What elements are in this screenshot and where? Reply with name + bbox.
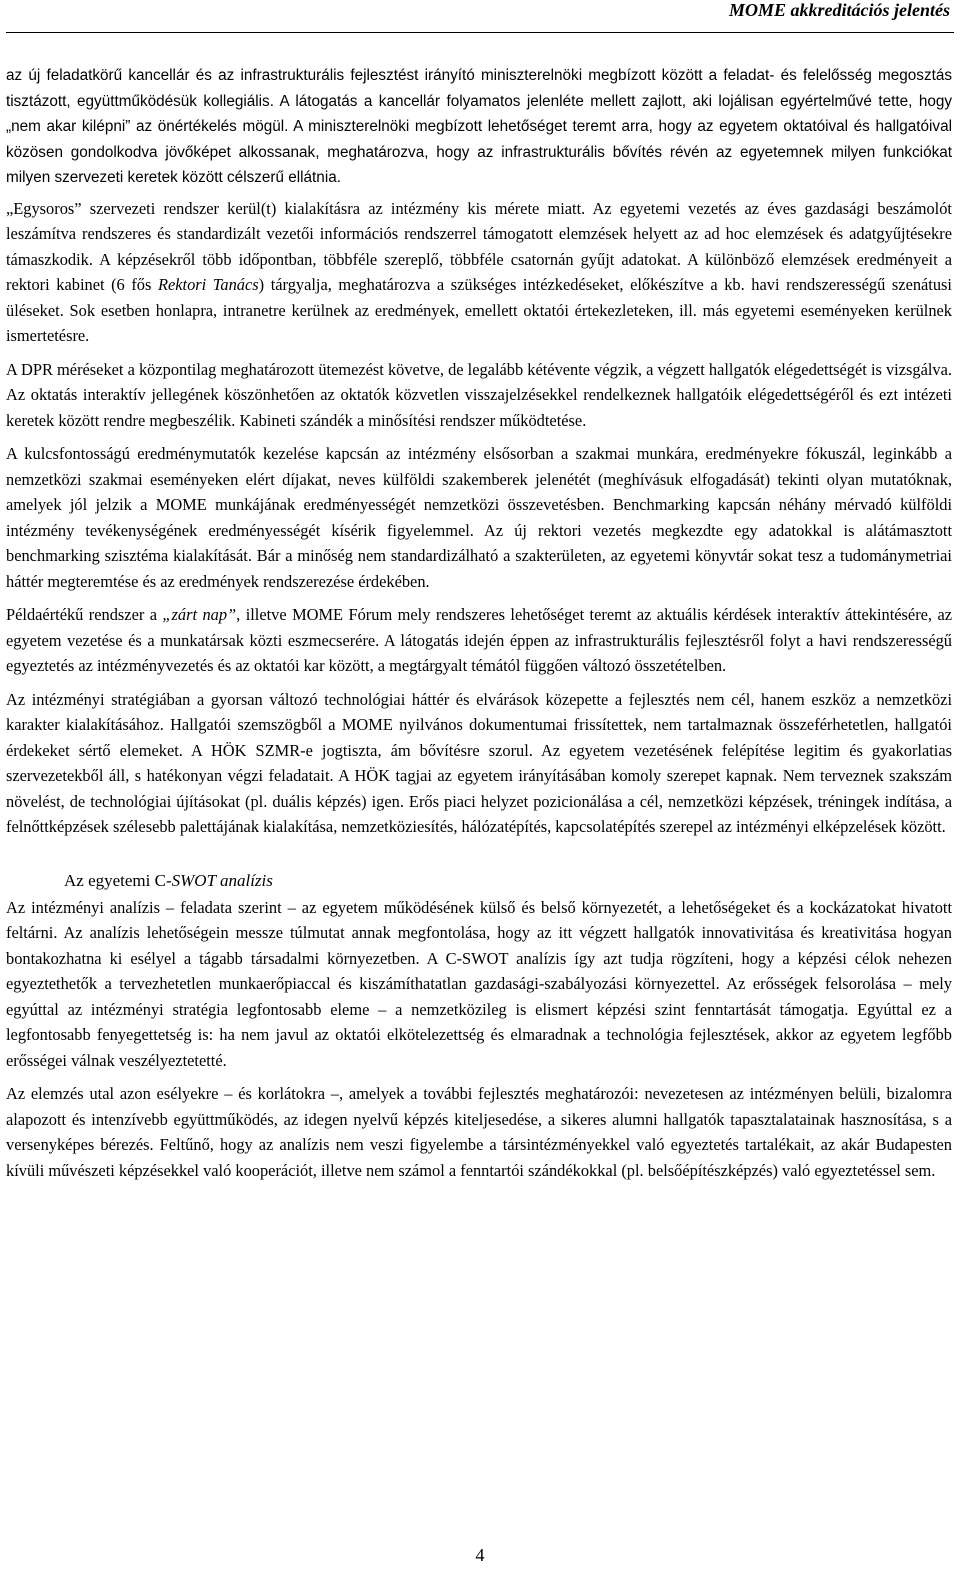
paragraph-opportunities: Az elemzés utal azon esélyekre – és korlátokra –, amelyek a további fejlesztés meghatározói: nevezetesen az intézményen belüli, bizalomra alapozott és intenzívebb együttműködés, az idegen nyelvű képzés kiteljesedése, a sikeres alumni hallgatók tapasztalatainak hasznosítása, s a versenyképes bérezés. Feltűnő, hogy az analízis nem veszi figyelembe a társintézményekkel való egyeztetés tartalékait, az akár Budapesten kívüli művészeti képzésekkel való kooperációt, illetve nem számol a fenntartói szándékokkal (pl. belsőépítészképzés) való egyeztetéssel sem.: [6, 1084, 952, 1180]
paragraph-closed-day-start: Példaértékű rendszer a: [6, 605, 163, 624]
header-divider: [6, 32, 954, 33]
closed-day-term: „zárt nap”: [162, 605, 237, 624]
paragraph-closed-day: [6, 602, 952, 679]
paragraph-closed-day-end: , illetve MOME Fórum mely rendszeres lehetőséget teremt az aktuális kérdések interaktív áttekintésére, az egyetem vezetése és a munkatársak közti eszmecserére. A látogatás idején éppen az infrastrukturális fejlesztésről folyt a havi rendszerességű egyeztetés az intézményvezetés és az oktatói kar között, a megtárgyalt témától függően változó összetételben.: [6, 605, 952, 675]
paragraph-organisation-start: „Egysoros” szervezeti rendszer kerül(t) kialakításra az intézmény kis mérete miatt. Az egyetemi vezetés az éves gazdasági beszámolót leszámítva rendszeres és standardizált vezetői információs rendszerrel támogatott elemzések helyett az ad hoc elemzések és adatgyűjtésekre támaszkodik. A képzésekről több időpontban, többféle szereplő, többféle csatornán gyűjt adatokat. A különböző elemzések eredményeit a rektori kabinet (6 fős: [6, 198, 952, 294]
paragraph-organisation: [6, 196, 952, 349]
paragraph-strategy: Az intézményi stratégiában a gyorsan változó technológiai háttér és elvárások közepette a fejlesztés nem cél, hanem eszköz a nemzetközi karakter kialakításához. Hallgatói szemszögből a MOME nyilvános dokumentumai frissítettek, nem tartalmaznak összeférhetetlen, hallgatói érdekeket sértő elemeket. A HÖK SZMR-e jogtiszta, ám bővítésre szorul. Az egyetem vezetésének felépítése legitim és gyakorlatias szervezetekből áll, s hatékonyan végzi feladatait. A HÖK tagjai az egyetem irányításában komoly szerepet kapnak. Nem terveznek szakszám növelést, de technológiai újításokat (pl. duális képzés) igen. Erős piaci helyzet pozicionálása a cél, nemzetközi képzések, tréningek indítása, a felnőttképzések szélesebb palettájának kialakítása, nemzetköziesítés, hálózatépítés, kapcsolatépítés szerepel az intézményi elképzelések között.: [6, 689, 952, 836]
section-heading-cswot: [64, 868, 952, 893]
paragraph-governance: az új feladatkörű kancellár és az infrastrukturális fejlesztést irányító miniszterelnöki megbízott között a feladat- és felelősség megosztás tisztázott, együttműködésük kollegiális. A látogatás a kancellár folyamatos jelenléte mellett zajlott, aki lojálisan egyértelművé tette, hogy „nem akar kilépni” az önértékelés mögül. A miniszterelnöki megbízott lehetőséget teremt arra, hogy az egyetem oktatóival és hallgatóival közösen gondolkodva jövőképet alkossanak, meghatározva, hogy az infrastrukturális bővítés révén az egyetemnek milyen funkciókat milyen szervezeti keretek között célszerű ellátnia.: [6, 67, 952, 186]
paragraph-dpr: A DPR méréseket a központilag meghatározott ütemezést követve, de legalább kétévente végzik, a végzett hallgatók elégedettségét is vizsgálva. Az oktatás interaktív jellegének köszönhetően az oktatók közvetlen visszajelzésekkel rendelkeznek hallgatóik elégedettségéről és ezt intézeti keretek között rendre megbeszélik. Kabineti szándék a minősítési rendszer működtetése.: [6, 359, 952, 430]
section-heading-plain: Az egyetemi C-: [64, 870, 172, 890]
running-header-title: MOME akkreditációs jelentés: [729, 0, 950, 20]
paragraph-kpi: A kulcsfontosságú eredménymutatók kezelése kapcsán az intézmény elsősorban a szakmai munkára, eredményekre fókuszál, leginkább a nemzetközi szakmai eseményeken elért díjakat, neves külföldi szakemberek jelenétét (meghívásuk elfogadását) tekinti olyan mutatóknak, amelyek jól jelzik a MOME munkájának eredményességét nemzetközi összevetésben. Benchmarking kapcsán néhány mérvadó külföldi intézmény tevékenységének eredményességét kísérik figyelemmel. Az új rektori vezetés megkezdte egy adatokkal is alátámasztott benchmarking szisztéma kialakítását. Bár a minőség nem standardizálható a szakterületen, az egyetemi könyvtár sokat tesz a tudománymetriai háttér megteremtése és az eredmények rendszerezése érdekében.: [6, 444, 952, 591]
document-body: [6, 63, 952, 1191]
page-number: 4: [475, 1545, 485, 1565]
paragraph-organisation-end: ) tárgyalja, meghatározva a szükséges intézkedéseket, előkészítve a kb. havi rendszerességű szenátusi üléseket. Sok esetben honlapra, intranetre kerülnek az eredmények, emellett oktatói értekezleteken, ill. más egyetemi eseményeken kerülnek ismertetésre.: [6, 275, 952, 345]
paragraph-cswot-analysis: Az intézményi analízis – feladata szerint – az egyetem működésének külső és belső környezetét, a lehetőségeket és a kockázatokat hivatott feltárni. Az analízis lehetőségein messze túlmutat annak megfontolása, hogy az itt végzett hallgatók innovativitása és kreativitása hogyan bontakozhatna ki esélyel a tágabb társadalmi környezetben. A C-SWOT analízis így azt tudja rögzíteni, hogy a képzési célok nehezen egyeztethetők a tervezhetetlen munkaerőpiaccal és kiszámíthatatlan gazdasági-szabályozási környezettel. Az erősségek felsorolása – mely egyúttal az intézményi stratégia legfontosabb eleme – a nemzetközileg is elismert képzési szint fenntartását támogatja. Egyúttal ez a legfontosabb fenyegettetség is: ha nem javul az oktatói elkötelezettség és elmaradnak a technológia fejlesztések, akkor az egyetem legfőbb erősségei válnak veszélyeztetetté.: [6, 897, 952, 1070]
rector-council-term: Rektori Tanács: [157, 275, 259, 294]
section-heading-italic: SWOT analízis: [171, 870, 273, 890]
